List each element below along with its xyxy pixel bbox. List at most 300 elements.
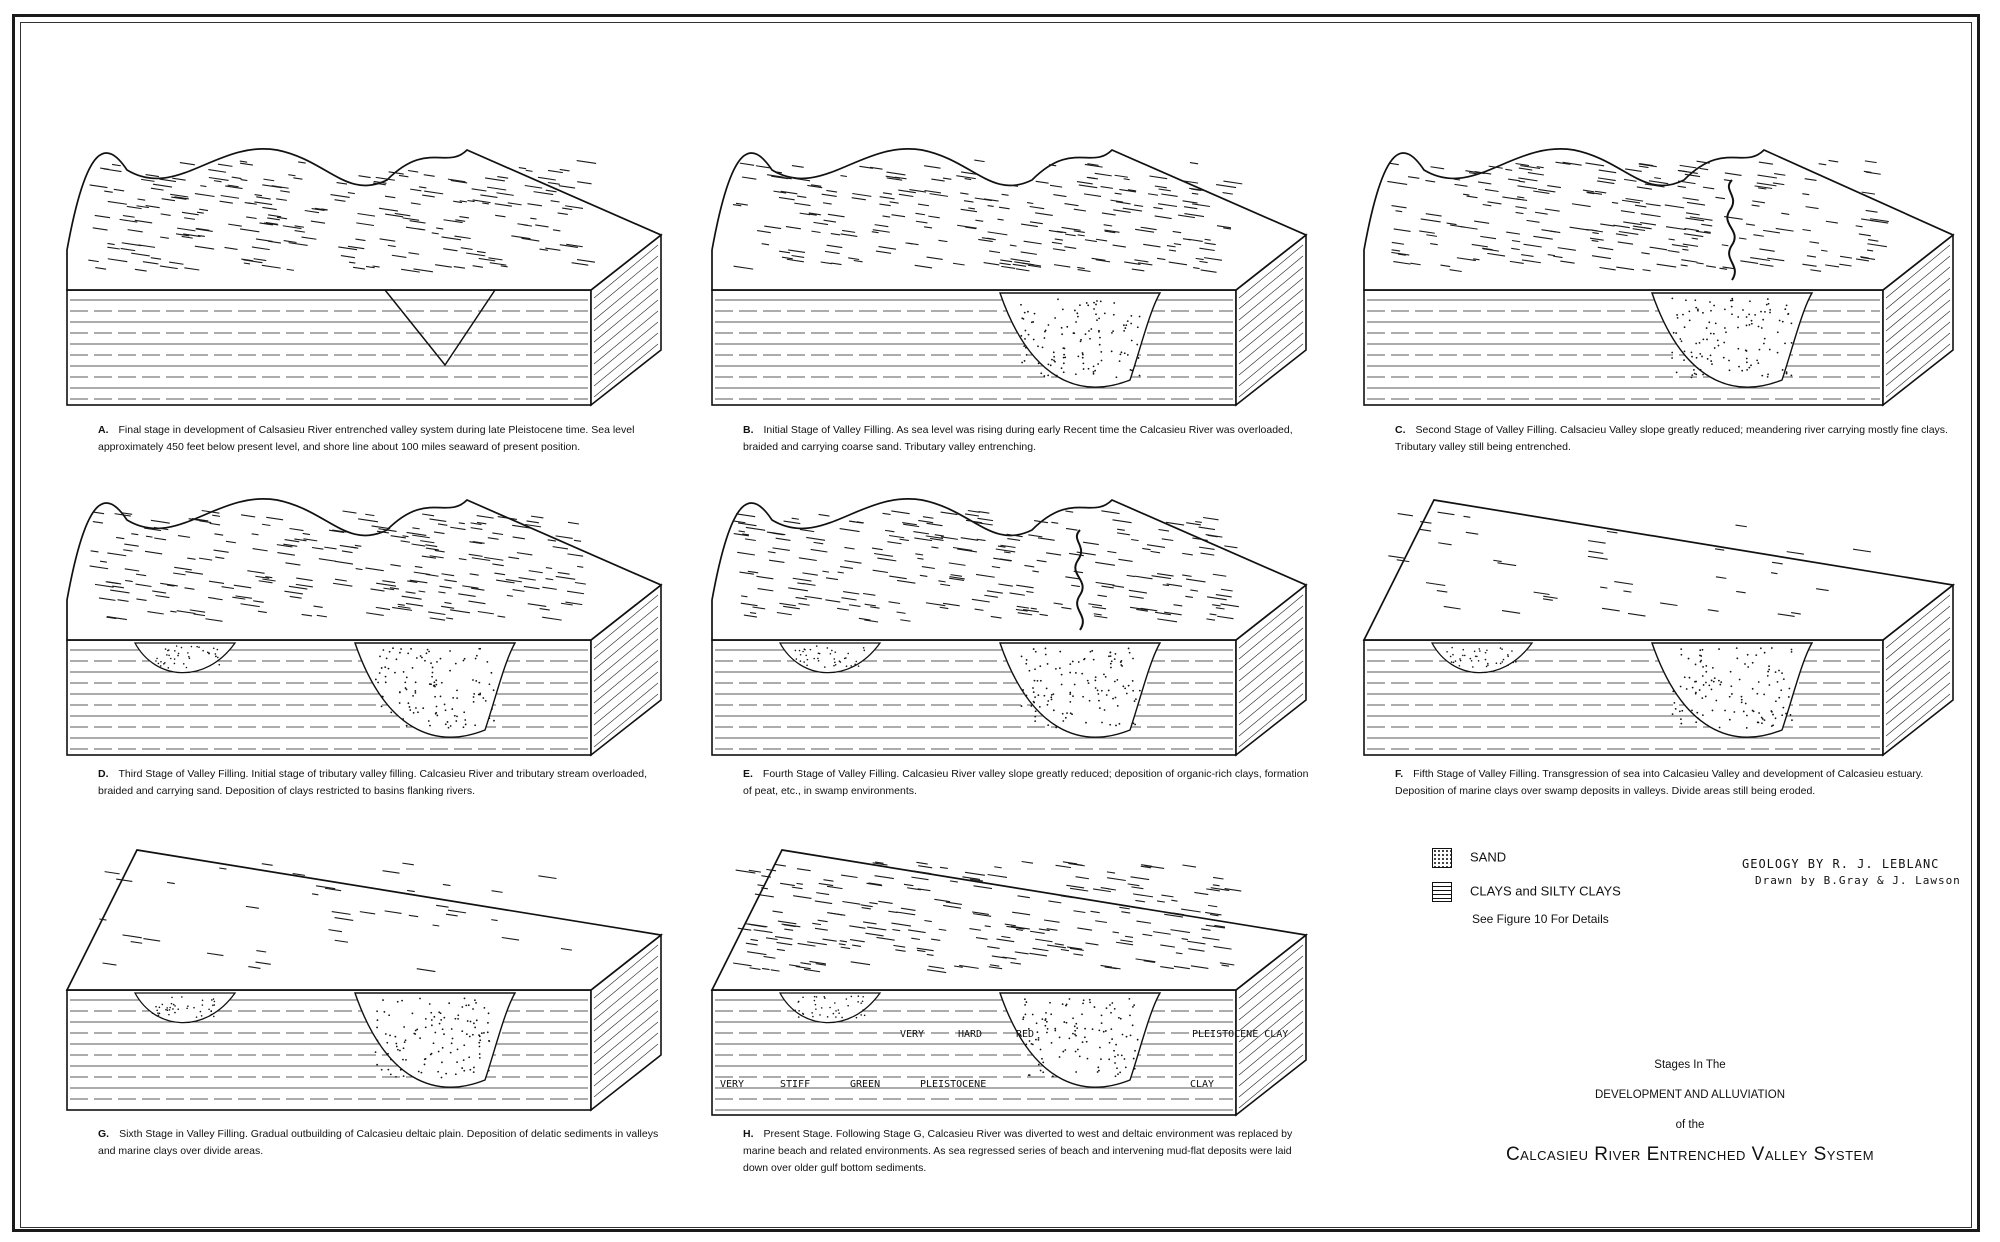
sand-dot <box>1758 326 1760 328</box>
sand-dot <box>1043 375 1045 377</box>
sand-dot <box>1082 357 1084 359</box>
sand-dot <box>1119 723 1121 725</box>
sand-dot <box>396 1046 398 1048</box>
sand-dot <box>1044 1025 1046 1027</box>
sand-dot <box>1729 369 1731 371</box>
sand-dot <box>1120 661 1122 663</box>
sand-dot <box>854 664 856 666</box>
sand-dot <box>465 1004 467 1006</box>
sand-dot <box>1038 1037 1040 1039</box>
sand-dot <box>1712 710 1714 712</box>
sand-dot <box>1095 313 1097 315</box>
sand-dot <box>390 1059 392 1061</box>
sand-dot <box>1112 330 1114 332</box>
terrain-hachure <box>1066 885 1084 888</box>
sand-dot <box>818 660 820 662</box>
sand-dot <box>1124 352 1126 354</box>
sand-dot <box>1050 1013 1052 1015</box>
sand-dot <box>406 676 408 678</box>
sand-dot <box>1691 356 1693 358</box>
sand-dot <box>1080 340 1082 342</box>
sand-dot <box>431 1053 433 1055</box>
sand-dot <box>850 665 852 667</box>
sand-dot <box>406 725 408 727</box>
terrain-hachure <box>1862 192 1875 194</box>
sand-dot <box>1034 696 1036 698</box>
sand-dot <box>1023 345 1025 347</box>
sand-dot <box>428 651 430 653</box>
terrain-hachure <box>965 514 979 516</box>
sand-dot <box>1114 658 1116 660</box>
sand-dot <box>1133 1058 1135 1060</box>
sand-dot <box>1474 651 1476 653</box>
sand-dot <box>1785 713 1787 715</box>
sand-dot <box>1747 654 1749 656</box>
sand-dot <box>1746 316 1748 318</box>
sand-dot <box>1746 715 1748 717</box>
sand-dot <box>491 708 493 710</box>
sand-dot <box>1035 651 1037 653</box>
sand-dot <box>463 726 465 728</box>
sand-dot <box>1115 653 1117 655</box>
sand-dot <box>1132 690 1134 692</box>
sand-dot <box>1047 363 1049 365</box>
sand-dot <box>1464 655 1466 657</box>
sand-dot <box>444 704 446 706</box>
sand-dot <box>1123 330 1125 332</box>
sand-dot <box>166 1007 168 1009</box>
terrain-hachure <box>574 540 581 541</box>
sand-dot <box>1075 1051 1077 1053</box>
sand-dot <box>405 1059 407 1061</box>
sand-dot <box>489 683 491 685</box>
land-surface <box>712 149 1306 290</box>
sand-dot <box>478 1042 480 1044</box>
sand-dot <box>168 1014 170 1016</box>
sand-dot <box>189 658 191 660</box>
sand-dot <box>1725 331 1727 333</box>
sand-dot <box>412 667 414 669</box>
sand-dot <box>476 1019 478 1021</box>
sand-dot <box>798 1016 800 1018</box>
sand-dot <box>422 707 424 709</box>
caption-a <box>98 422 668 456</box>
terrain-hachure <box>559 186 575 188</box>
sand-dot <box>399 652 401 654</box>
label-very-stiff-4: PLEISTOCENE <box>920 1079 987 1090</box>
sand-dot <box>385 676 387 678</box>
sand-dot <box>1681 654 1683 656</box>
sand-dot <box>488 717 490 719</box>
sand-dot <box>1132 1006 1134 1008</box>
sand-dot <box>1695 721 1697 723</box>
sand-dot <box>1121 1055 1123 1057</box>
label-very-stiff-2: STIFF <box>780 1079 811 1090</box>
sand-dot <box>1075 373 1077 375</box>
sand-dot <box>1694 373 1696 375</box>
sand-dot <box>436 715 438 717</box>
sand-dot <box>1059 651 1061 653</box>
sand-dot <box>429 1003 431 1005</box>
sand-dot <box>1758 712 1760 714</box>
sand-dot <box>405 1039 407 1041</box>
terrain-hachure <box>1819 164 1827 165</box>
sand-dot <box>171 997 173 999</box>
sand-dot <box>1125 324 1127 326</box>
sand-dot <box>1061 674 1063 676</box>
sand-dot <box>1757 362 1759 364</box>
terrain-hachure <box>1108 889 1116 890</box>
sand-dot <box>1788 696 1790 698</box>
sand-dot <box>174 1012 176 1014</box>
sand-dot <box>1113 1050 1115 1052</box>
title-line-4: Calcasieu River Entrenched Valley System <box>1505 1144 1875 1165</box>
sand-dot <box>1094 1006 1096 1008</box>
sand-dot <box>1691 374 1693 376</box>
sand-dot <box>1737 348 1739 350</box>
sand-dot <box>1719 727 1721 729</box>
sand-dot <box>1066 712 1068 714</box>
sand-dot <box>1098 1030 1100 1032</box>
sand-dot <box>1758 681 1760 683</box>
sand-dot <box>476 655 478 657</box>
sand-dot <box>1136 344 1138 346</box>
sand-dot <box>1085 722 1087 724</box>
sand-dot <box>457 1014 459 1016</box>
terrain-hachure <box>1649 181 1668 184</box>
sand-dot <box>1134 1050 1136 1052</box>
sand-dot <box>1771 647 1773 649</box>
sand-dot <box>1065 717 1067 719</box>
sand-dot <box>412 695 414 697</box>
caption-b-text: Initial Stage of Valley Filling. As sea level was rising during early Recent time the Calcasieu River was overloaded, braided and carrying coarse sand. Tributary valley entrenching. <box>743 424 1293 453</box>
sand-dot <box>433 1016 435 1018</box>
sand-dot <box>1730 685 1732 687</box>
sand-dot <box>1063 357 1065 359</box>
sand-dot <box>1115 1044 1117 1046</box>
sand-dot <box>1673 332 1675 334</box>
sand-dot <box>1715 322 1717 324</box>
sand-dot <box>1767 671 1769 673</box>
sand-dot <box>1128 998 1130 1000</box>
sand-dot <box>1486 666 1488 668</box>
sand-dot <box>210 1011 212 1013</box>
sand-dot <box>156 1010 158 1012</box>
sand-dot <box>1472 666 1474 668</box>
sand-dot <box>1695 307 1697 309</box>
caption-f-text: Fifth Stage of Valley Filling. Transgression of sea into Calcasieu Valley and development of Calcasieu estuary. Deposition of marine clays over swamp deposits in valleys. Divide areas still being eroded. <box>1395 768 1924 797</box>
sand-dot <box>1025 330 1027 332</box>
sand-dot <box>1052 1075 1054 1077</box>
caption-e-text: Fourth Stage of Valley Filling. Calcasieu River valley slope greatly reduced; deposition of organic-rich clays, formation of peat, etc., in swamp environments. <box>743 768 1309 797</box>
legend-sand-label: SAND <box>1470 849 1507 865</box>
sand-dot <box>814 996 816 998</box>
sand-dot <box>172 1008 174 1010</box>
terrain-hachure <box>757 885 763 886</box>
sand-dot <box>438 1011 440 1013</box>
sand-dot <box>1732 300 1734 302</box>
sand-dot <box>1033 648 1035 650</box>
sand-dot <box>1685 299 1687 301</box>
sand-dot <box>815 1008 817 1010</box>
sand-dot <box>1787 313 1789 315</box>
sand-dot <box>1764 311 1766 313</box>
sand-dot <box>1507 656 1509 658</box>
sand-dot <box>1708 321 1710 323</box>
sand-dot <box>1083 368 1085 370</box>
sand-dot <box>473 693 475 695</box>
sand-dot <box>1684 676 1686 678</box>
sand-dot <box>1024 312 1026 314</box>
sand-dot <box>1082 696 1084 698</box>
sand-dot <box>198 646 200 648</box>
sand-dot <box>1061 684 1063 686</box>
sand-dot <box>1025 1043 1027 1045</box>
sand-dot <box>1127 354 1129 356</box>
sand-dot <box>1026 659 1028 661</box>
sand-dot <box>1032 1014 1034 1016</box>
sand-dot <box>1097 1066 1099 1068</box>
sand-dot <box>1079 304 1081 306</box>
sand-dot <box>1041 1058 1043 1060</box>
sand-dot <box>1109 652 1111 654</box>
sand-dot <box>1038 1039 1040 1041</box>
sand-dot <box>1024 1004 1026 1006</box>
sand-dot <box>1074 684 1076 686</box>
sand-dot <box>1074 1025 1076 1027</box>
sand-dot <box>202 1004 204 1006</box>
sand-dot <box>1131 340 1133 342</box>
caption-g-letter: G. <box>98 1128 110 1140</box>
sand-dot <box>170 658 172 660</box>
sand-dot <box>1072 695 1074 697</box>
sand-dot <box>1748 313 1750 315</box>
sand-dot <box>1075 1035 1077 1037</box>
sand-dot <box>1040 1049 1042 1051</box>
terrain-hachure <box>1199 527 1215 529</box>
sand-dot <box>1111 1038 1113 1040</box>
sand-dot <box>415 681 417 683</box>
sand-dot <box>1047 374 1049 376</box>
sand-dot <box>472 1034 474 1036</box>
sand-dot <box>401 1000 403 1002</box>
terrain-hachure <box>1190 163 1198 164</box>
sand-dot <box>834 662 836 664</box>
terrain-hachure <box>538 876 556 879</box>
sand-dot <box>455 1073 457 1075</box>
sand-dot <box>810 649 812 651</box>
sand-dot <box>173 1004 175 1006</box>
sand-dot <box>1059 1056 1061 1058</box>
sand-dot <box>1782 369 1784 371</box>
sand-dot <box>862 1000 864 1002</box>
sand-dot <box>1752 662 1754 664</box>
terrain-hachure <box>1056 865 1071 867</box>
sand-dot <box>1705 665 1707 667</box>
sand-dot <box>1699 353 1701 355</box>
sand-dot <box>1115 376 1117 378</box>
sand-dot <box>1781 672 1783 674</box>
sand-dot <box>863 650 865 652</box>
terrain-hachure <box>180 163 195 165</box>
title-line-2: DEVELOPMENT AND ALLUVIATION <box>1594 1089 1786 1101</box>
sand-dot <box>1702 338 1704 340</box>
sand-dot <box>456 697 458 699</box>
credit-geology: GEOLOGY BY R. J. LEBLANC <box>1742 857 1940 871</box>
sand-dot <box>1681 710 1683 712</box>
terrain-hachure <box>968 510 980 512</box>
sand-dot <box>835 1016 837 1018</box>
sand-dot <box>1475 655 1477 657</box>
sand-dot <box>1760 647 1762 649</box>
sand-dot <box>1137 1039 1139 1041</box>
terrain-hachure <box>577 161 596 164</box>
sand-dot <box>1768 303 1770 305</box>
sand-dot <box>1020 335 1022 337</box>
terrain-hachure <box>568 522 579 524</box>
sand-dot <box>1714 677 1716 679</box>
sand-dot <box>1100 301 1102 303</box>
sand-dot <box>384 666 386 668</box>
terrain-hachure <box>1107 872 1115 873</box>
sand-dot <box>212 1004 214 1006</box>
sand-dot <box>431 676 433 678</box>
sand-dot <box>1044 337 1046 339</box>
sand-dot <box>1066 1022 1068 1024</box>
sand-dot <box>1069 693 1071 695</box>
sand-dot <box>1047 704 1049 706</box>
sand-dot <box>425 1058 427 1060</box>
sand-dot <box>468 1056 470 1058</box>
sand-dot <box>1708 684 1710 686</box>
caption-d <box>98 766 668 800</box>
sand-dot <box>1045 1018 1047 1020</box>
block-diagram-g-drawing <box>55 825 675 1120</box>
sand-dot <box>1450 656 1452 658</box>
sand-dot <box>1784 342 1786 344</box>
sand-dot <box>156 658 158 660</box>
terrain-hachure <box>1076 877 1089 879</box>
sand-dot <box>1115 1075 1117 1077</box>
sand-dot <box>798 1010 800 1012</box>
sand-dot <box>1106 1007 1108 1009</box>
sand-dot <box>1699 654 1701 656</box>
caption-d-text: Third Stage of Valley Filling. Initial stage of tributary valley filling. Calcasieu River and tributary stream overloaded, braided and carrying sand. Deposition of clays restricted to basins flanking rivers. <box>98 768 648 797</box>
sand-dot <box>1132 658 1134 660</box>
sand-dot <box>1063 371 1065 373</box>
sand-dot <box>1752 688 1754 690</box>
sand-dot <box>451 1042 453 1044</box>
terrain-hachure <box>1865 161 1877 163</box>
sand-dot <box>187 1005 189 1007</box>
sand-dot <box>433 1042 435 1044</box>
terrain-hachure <box>262 864 273 866</box>
sand-dot <box>1124 327 1126 329</box>
sand-dot <box>1124 687 1126 689</box>
sand-dot <box>1672 690 1674 692</box>
sand-dot <box>482 697 484 699</box>
sand-dot <box>383 1011 385 1013</box>
sand-dot <box>1689 677 1691 679</box>
terrain-hachure <box>1654 178 1661 179</box>
sand-dot <box>805 655 807 657</box>
sand-dot <box>1091 650 1093 652</box>
title-block <box>1440 1050 1940 1166</box>
sand-dot <box>416 1029 418 1031</box>
sand-dot <box>439 1023 441 1025</box>
sand-dot <box>1039 706 1041 708</box>
sand-dot <box>1723 357 1725 359</box>
sand-dot <box>377 682 379 684</box>
sand-dot <box>1714 347 1716 349</box>
terrain-hachure <box>965 872 985 875</box>
sand-dot <box>415 692 417 694</box>
sand-dot <box>1702 666 1704 668</box>
sand-dot <box>455 663 457 665</box>
sand-dot <box>187 652 189 654</box>
sand-dot <box>381 705 383 707</box>
caption-g-text: Sixth Stage in Valley Filling. Gradual outbuilding of Calcasieu deltaic plain. Deposition of delatic sediments in valleys and marine clays over divide areas. <box>98 1128 659 1157</box>
sand-dot <box>416 657 418 659</box>
sand-dot <box>1086 302 1088 304</box>
sand-dot <box>1110 1012 1112 1014</box>
sand-dot <box>440 658 442 660</box>
sand-dot <box>167 1009 169 1011</box>
sand-dot <box>1706 339 1708 341</box>
terrain-hachure <box>402 863 413 865</box>
sand-dot <box>1089 700 1091 702</box>
sand-dot <box>425 1026 427 1028</box>
sand-dot <box>397 1049 399 1051</box>
sand-dot <box>1700 661 1702 663</box>
sand-dot <box>1139 375 1141 377</box>
sand-dot <box>1701 697 1703 699</box>
sand-dot <box>454 1018 456 1020</box>
terrain-hachure <box>974 160 984 162</box>
sand-dot <box>1033 701 1035 703</box>
sand-dot <box>418 1071 420 1073</box>
sand-dot <box>427 649 429 651</box>
sand-dot <box>1772 714 1774 716</box>
sand-dot <box>1069 701 1071 703</box>
sand-dot <box>1769 309 1771 311</box>
sand-dot <box>1702 374 1704 376</box>
sand-dot <box>1746 361 1748 363</box>
sand-dot <box>1095 687 1097 689</box>
sand-dot <box>191 646 193 648</box>
terrain-hachure <box>372 526 391 529</box>
sand-dot <box>441 1061 443 1063</box>
sand-dot <box>168 655 170 657</box>
sand-dot <box>200 1011 202 1013</box>
caption-e-letter: E. <box>743 768 753 780</box>
sand-dot <box>390 1073 392 1075</box>
sand-dot <box>1082 1041 1084 1043</box>
sand-dot <box>468 1004 470 1006</box>
sand-dot <box>1120 664 1122 666</box>
sand-dot <box>379 656 381 658</box>
sand-dot <box>1069 998 1071 1000</box>
sand-dot <box>1459 665 1461 667</box>
sand-dot <box>1692 687 1694 689</box>
sand-dot <box>493 689 495 691</box>
sand-dot <box>1094 370 1096 372</box>
terrain-hachure <box>994 867 1001 868</box>
sand-dot <box>1101 722 1103 724</box>
sand-dot <box>152 1012 154 1014</box>
sand-dot <box>412 1012 414 1014</box>
sand-dot <box>168 649 170 651</box>
